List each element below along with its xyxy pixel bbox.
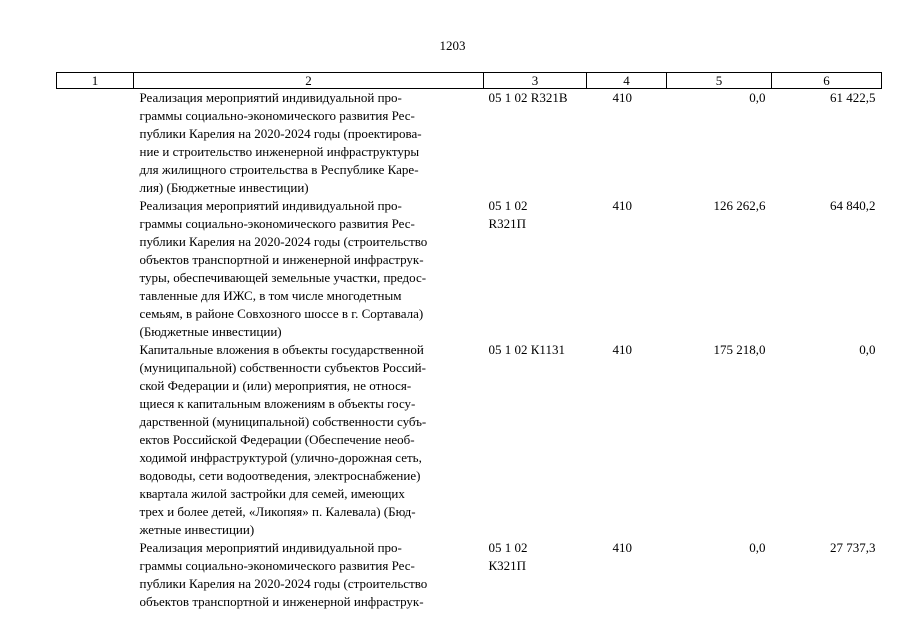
target-article-code-cell <box>484 89 587 198</box>
expense-name-line: Реализация мероприятий индивидуальной про- <box>139 90 402 105</box>
row-index-cell <box>57 197 134 341</box>
expense-name-line: квартала жилой застройки для семей, имеющих <box>139 486 405 501</box>
table-body <box>57 89 882 612</box>
expense-name-line: тавленные для ИЖС, в том числе многодетным <box>139 288 402 303</box>
amount-year-2-cell: 0,0 <box>859 342 876 357</box>
budget-table <box>56 72 882 611</box>
expense-name-line: объектов транспортной и инженерной инфраструк- <box>139 252 424 267</box>
expense-type-cell: 410 <box>612 90 632 105</box>
header-cell-2: 2 <box>134 73 484 89</box>
header-cell-6: 6 <box>772 73 882 89</box>
expense-name-line: для жилищного строительства в Республике Каре- <box>139 162 419 177</box>
expense-name-line: туры, обеспечивающей земельные участки, предос- <box>139 270 427 285</box>
expense-name-line: (муниципальной) собственности субъектов Россий- <box>139 360 426 375</box>
amount-year-2-cell: 27 737,3 <box>830 540 876 555</box>
expense-name-line: граммы социально-экономического развития Рес- <box>139 558 415 573</box>
expense-name-line: дарственной (муниципальной) собственности субъ- <box>139 414 427 429</box>
expense-name-line: ходимой инфраструктурой (улично-дорожная сеть, <box>139 450 422 465</box>
expense-name-line: лия) (Бюджетные инвестиции) <box>139 180 309 195</box>
expense-name-line: водоводы, сети водоотведения, электроснабжение) <box>139 468 421 483</box>
target-article-code-line: R321П <box>488 216 527 231</box>
expense-name-line: граммы социально-экономического развития Рес- <box>139 108 415 123</box>
row-index-cell <box>57 539 134 611</box>
header-cell-5: 5 <box>667 73 772 89</box>
header-cell-4: 4 <box>587 73 667 89</box>
expense-name-line: ние и строительство инженерной инфраструктуры <box>139 144 420 159</box>
amount-year-1-cell: 175 218,0 <box>713 342 766 357</box>
amount-year-1-cell: 126 262,6 <box>713 198 766 213</box>
expense-type-cell: 410 <box>612 342 632 357</box>
table-row <box>57 89 882 198</box>
expense-name-line: публики Карелия на 2020-2024 годы (проектирова- <box>139 126 422 141</box>
target-article-code-line: 05 1 02 К1131 <box>488 342 565 357</box>
table-row <box>57 341 882 539</box>
target-article-code-line: 05 1 02 R321В <box>488 90 568 105</box>
expense-name-cell <box>134 539 484 611</box>
expense-type-cell: 410 <box>612 540 632 555</box>
expense-name-line: щиеся к капитальным вложениям в объекты госу- <box>139 396 416 411</box>
expense-name-cell <box>134 197 484 341</box>
expense-name-line: ектов Российской Федерации (Обеспечение необ- <box>139 432 415 447</box>
expense-name-line: Капитальные вложения в объекты государственной <box>139 342 424 357</box>
expense-name-cell <box>134 341 484 539</box>
row-index-cell <box>57 341 134 539</box>
target-article-code-cell <box>484 341 587 539</box>
amount-year-1-cell: 0,0 <box>749 90 766 105</box>
row-index-cell <box>57 89 134 198</box>
column-number-header <box>57 73 882 89</box>
expense-type-cell: 410 <box>612 198 632 213</box>
target-article-code-cell <box>484 539 587 611</box>
target-article-code-line: 05 1 02 <box>488 540 528 555</box>
expense-name-line: граммы социально-экономического развития Рес- <box>139 216 415 231</box>
table-row <box>57 539 882 611</box>
amount-year-2-cell: 64 840,2 <box>830 198 876 213</box>
expense-name-line: ской Федерации и (или) мероприятия, не относя- <box>139 378 412 393</box>
expense-name-line: Реализация мероприятий индивидуальной про- <box>139 540 402 555</box>
page-number: 1203 <box>439 38 466 53</box>
expense-name-line: жетные инвестиции) <box>139 522 255 537</box>
amount-year-2-cell: 61 422,5 <box>830 90 876 105</box>
target-article-code-cell <box>484 197 587 341</box>
header-cell-1: 1 <box>57 73 134 89</box>
target-article-code-line: 05 1 02 <box>488 198 528 213</box>
expense-name-line: (Бюджетные инвестиции) <box>139 324 282 339</box>
header-cell-3: 3 <box>484 73 587 89</box>
target-article-code-line: К321П <box>488 558 527 573</box>
table-row <box>57 197 882 341</box>
expense-name-line: публики Карелия на 2020-2024 годы (строительство <box>139 234 428 249</box>
expense-name-line: Реализация мероприятий индивидуальной про- <box>139 198 402 213</box>
expense-name-line: трех и более детей, «Ликопяя» п. Калевала) (Бюд- <box>139 504 416 519</box>
expense-name-line: объектов транспортной и инженерной инфраструк- <box>139 594 424 609</box>
amount-year-1-cell: 0,0 <box>749 540 766 555</box>
expense-name-cell <box>134 89 484 198</box>
expense-name-line: семьям, в районе Совхозного шоссе в г. Сортавала) <box>139 306 424 321</box>
expense-name-line: публики Карелия на 2020-2024 годы (строительство <box>139 576 428 591</box>
